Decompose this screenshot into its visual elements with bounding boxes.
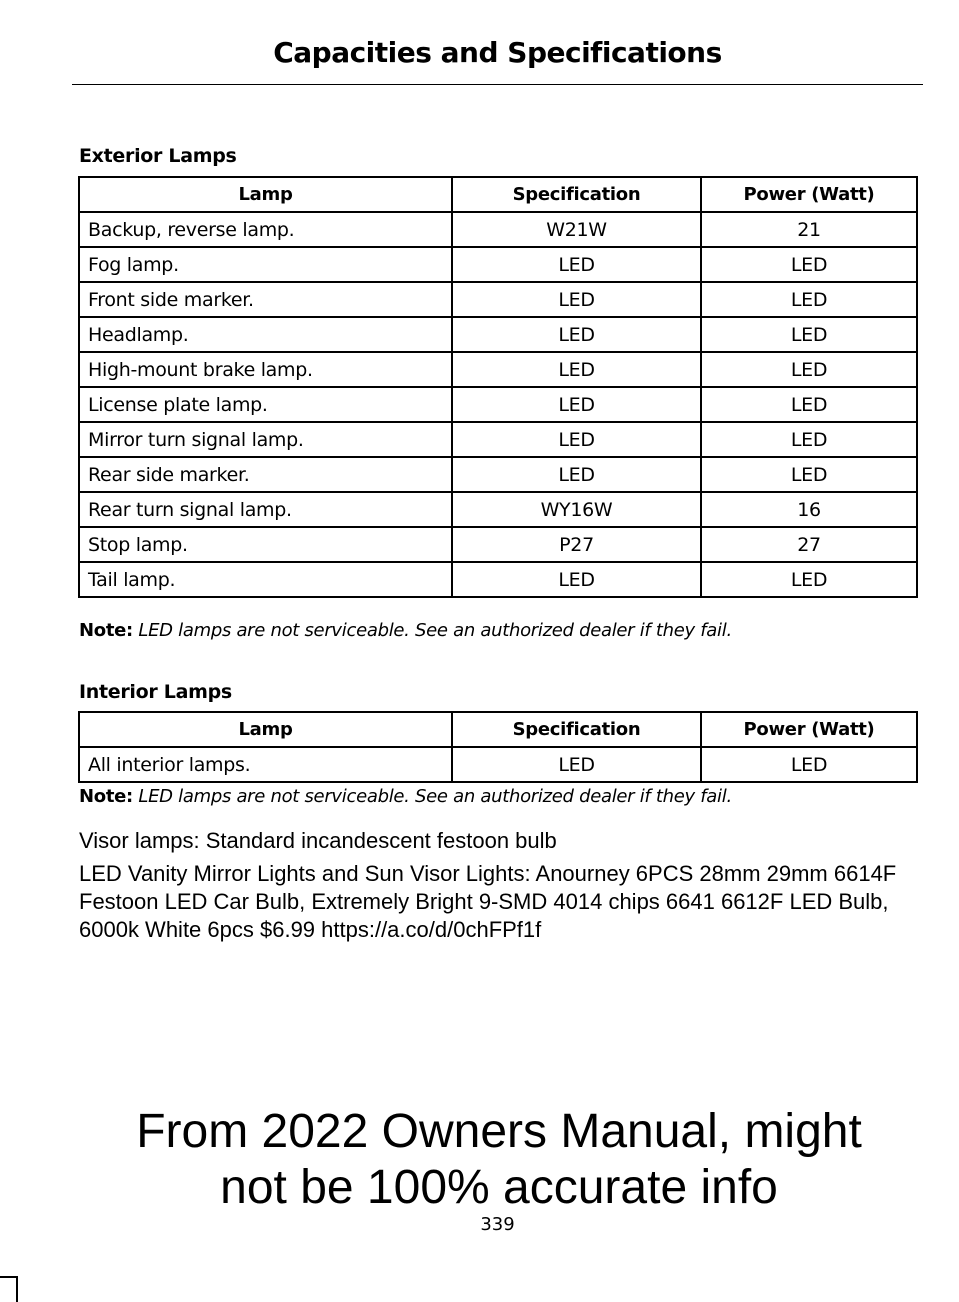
note-text: LED lamps are not serviceable. See an authorized dealer if they fail. [138, 620, 732, 641]
corner-crop-mark [0, 1276, 18, 1302]
specification-cell: LED [452, 282, 701, 317]
specification-cell: WY16W [452, 492, 701, 527]
table-row [79, 282, 917, 317]
visor-lamps-text: Visor lamps: Standard incandescent festoon bulb [79, 828, 557, 853]
specification-cell: LED [452, 317, 701, 352]
specification-cell: LED [452, 562, 701, 597]
lamp-cell: All interior lamps. [79, 747, 452, 782]
specification-cell: LED [452, 747, 701, 782]
lamp-cell: Fog lamp. [79, 247, 452, 282]
lamp-cell: Mirror turn signal lamp. [79, 422, 452, 457]
power-cell: LED [701, 387, 917, 422]
note-label: Note: [79, 620, 133, 641]
power-cell: LED [701, 422, 917, 457]
lamp-cell: Tail lamp. [79, 562, 452, 597]
specification-cell: LED [452, 457, 701, 492]
disclaimer [0, 1104, 959, 1216]
lamp-cell: Backup, reverse lamp. [79, 212, 452, 247]
interior-lamps-table [78, 711, 918, 783]
column-header-power: Power (Watt) [701, 177, 917, 212]
exterior-lamps-heading: Exterior Lamps [79, 145, 237, 167]
power-cell: LED [701, 747, 917, 782]
power-cell: 27 [701, 527, 917, 562]
table-row [79, 247, 917, 282]
specification-cell: LED [452, 422, 701, 457]
power-cell: LED [701, 282, 917, 317]
interior-lamps-heading: Interior Lamps [79, 681, 232, 703]
table-row [79, 317, 917, 352]
power-cell: 21 [701, 212, 917, 247]
table-row [79, 457, 917, 492]
note-text: LED lamps are not serviceable. See an authorized dealer if they fail. [138, 786, 732, 807]
power-cell: LED [701, 317, 917, 352]
table-row [79, 492, 917, 527]
lamp-cell: Headlamp. [79, 317, 452, 352]
power-cell: LED [701, 562, 917, 597]
lamp-cell: Front side marker. [79, 282, 452, 317]
table-row [79, 562, 917, 597]
specification-cell: W21W [452, 212, 701, 247]
column-header-specification: Specification [452, 712, 701, 747]
disclaimer-line-2: not be 100% accurate info [220, 1161, 778, 1214]
specification-cell: P27 [452, 527, 701, 562]
exterior-lamps-table [78, 176, 918, 598]
column-header-lamp: Lamp [79, 177, 452, 212]
note-label: Note: [79, 786, 133, 807]
vanity-lights-text: LED Vanity Mirror Lights and Sun Visor Lights: Anourney 6PCS 28mm 29mm 6614F Festoon LED Car Bulb, Extremely Bright 9-SMD 4014 chips 6641 6612F LED Bulb, 6000k White 6pcs $6.99 https://a.co/d/0chFPf1f [79, 861, 897, 942]
table-header-row [79, 177, 917, 212]
table-header-row [79, 712, 917, 747]
power-cell: LED [701, 247, 917, 282]
table-row [79, 212, 917, 247]
column-header-lamp: Lamp [79, 712, 452, 747]
column-header-specification: Specification [452, 177, 701, 212]
power-cell: 16 [701, 492, 917, 527]
specification-cell: LED [452, 247, 701, 282]
table-row [79, 387, 917, 422]
interior-note [79, 786, 732, 807]
exterior-note [79, 620, 732, 641]
title-divider [72, 84, 923, 85]
table-row [79, 422, 917, 457]
power-cell: LED [701, 457, 917, 492]
page-title: Capacities and Specifications [273, 36, 722, 69]
specification-cell: LED [452, 387, 701, 422]
specification-cell: LED [452, 352, 701, 387]
lamp-cell: Rear side marker. [79, 457, 452, 492]
table-row [79, 527, 917, 562]
lamp-cell: Stop lamp. [79, 527, 452, 562]
column-header-power: Power (Watt) [701, 712, 917, 747]
power-cell: LED [701, 352, 917, 387]
table-row [79, 747, 917, 782]
lamp-cell: High-mount brake lamp. [79, 352, 452, 387]
table-row [79, 352, 917, 387]
lamp-cell: License plate lamp. [79, 387, 452, 422]
page-number: 339 [480, 1214, 515, 1235]
disclaimer-line-1: From 2022 Owners Manual, might [136, 1105, 862, 1158]
lamp-cell: Rear turn signal lamp. [79, 492, 452, 527]
